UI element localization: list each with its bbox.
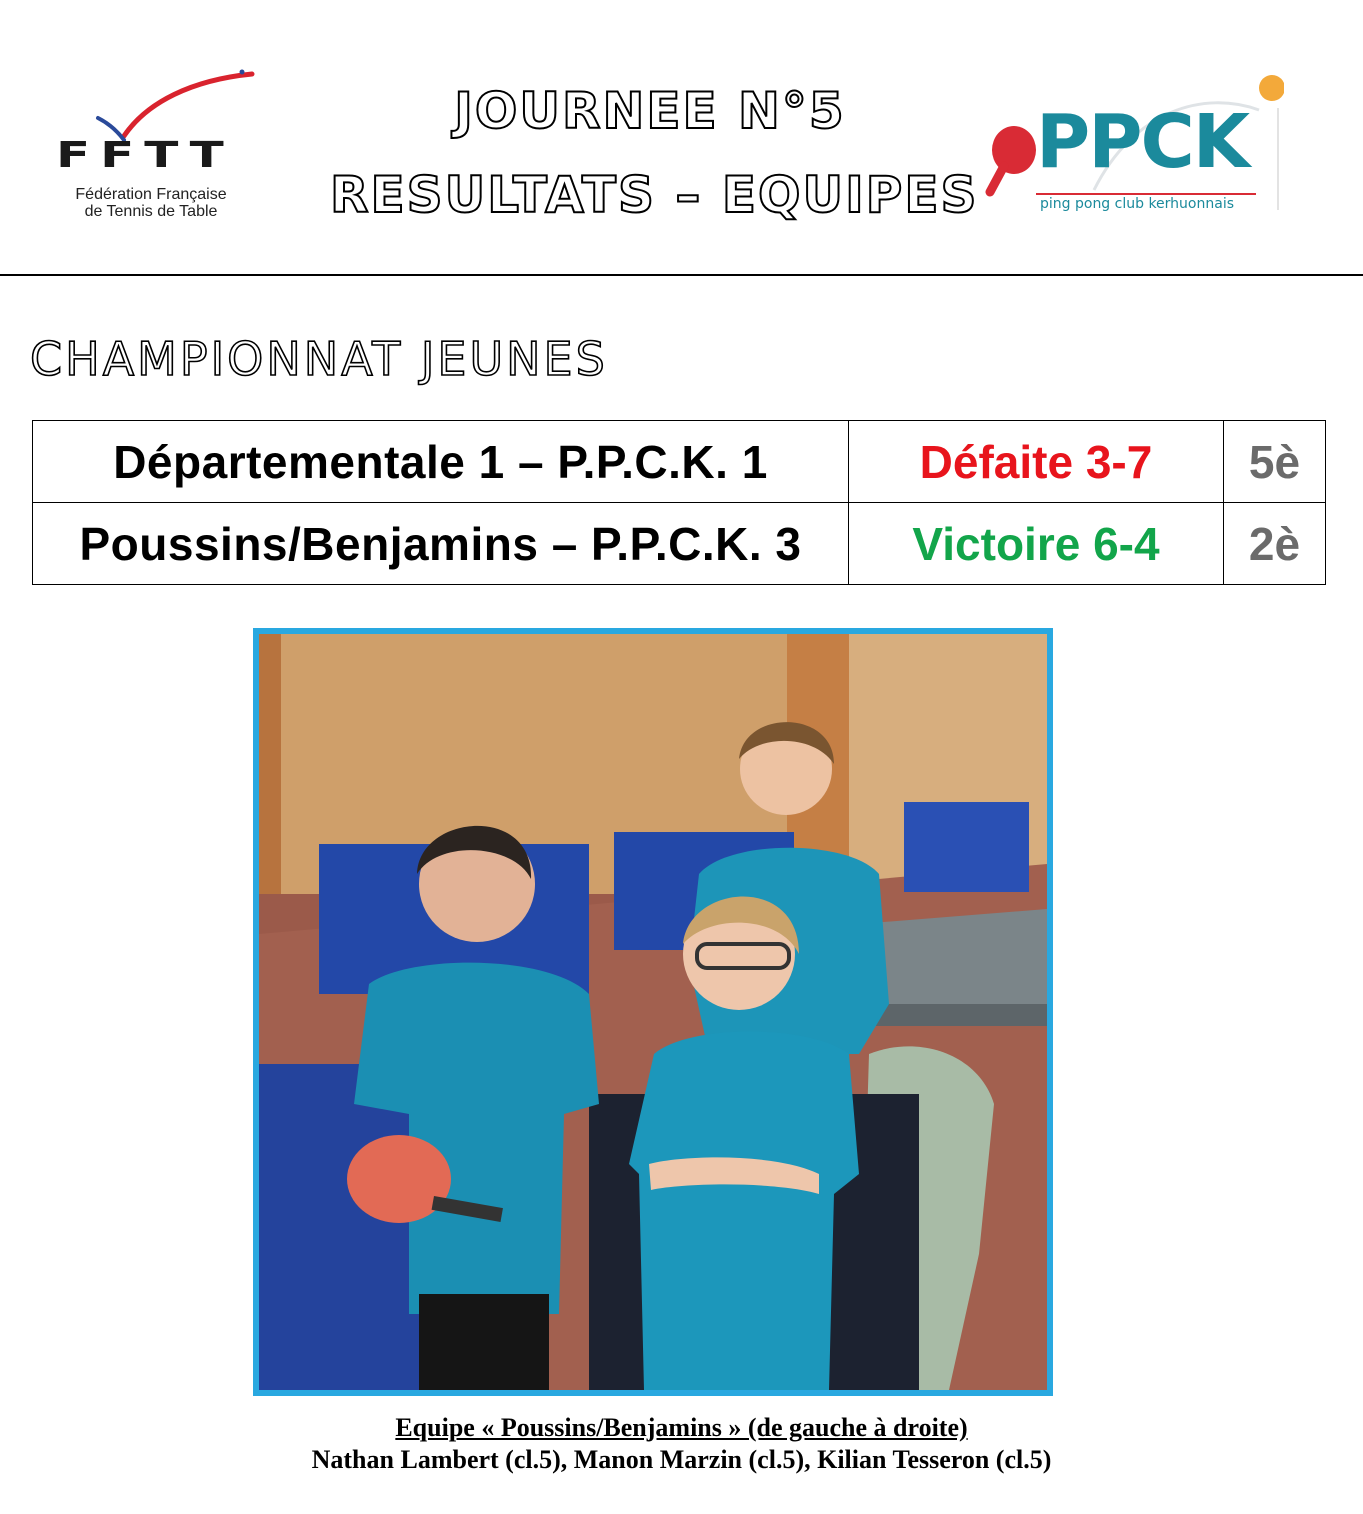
ppck-wordmark: PPCK	[1036, 99, 1249, 185]
team-name-cell: Poussins/Benjamins – P.P.C.K. 3	[33, 503, 849, 585]
team-photo-illustration	[259, 634, 1047, 1390]
page-title-journee: JOURNEE N°5	[454, 82, 846, 140]
header-divider	[0, 274, 1363, 276]
fftt-subtitle-line1: Fédération Française	[75, 186, 227, 203]
ppck-subtitle: ping pong club kerhuonnais	[1040, 196, 1234, 212]
page-title-resultats: RESULTATS – EQUIPES	[330, 166, 979, 224]
section-title: CHAMPIONNAT JEUNES	[30, 332, 608, 386]
rank-cell: 5è	[1224, 421, 1326, 503]
rank-cell: 2è	[1224, 503, 1326, 585]
team-name-cell: Départementale 1 – P.P.C.K. 1	[33, 421, 849, 503]
fftt-subtitle	[66, 186, 236, 220]
ppck-logo	[984, 70, 1284, 220]
team-photo	[253, 628, 1053, 1396]
fftt-logo	[52, 62, 267, 227]
caption-title: Equipe « Poussins/Benjamins » (de gauche à droite)	[395, 1413, 968, 1442]
table-row	[33, 421, 1326, 503]
fftt-subtitle-line2: de Tennis de Table	[84, 203, 218, 220]
table-row	[33, 503, 1326, 585]
caption-names: Nathan Lambert (cl.5), Manon Marzin (cl.5), Kilian Tesseron (cl.5)	[311, 1445, 1052, 1474]
result-cell: Victoire 6-4	[849, 503, 1224, 585]
photo-caption	[0, 1412, 1363, 1476]
results-table	[32, 420, 1326, 585]
fftt-wordmark: FFTT	[56, 134, 234, 176]
result-cell: Défaite 3-7	[849, 421, 1224, 503]
page-titles	[330, 78, 979, 228]
